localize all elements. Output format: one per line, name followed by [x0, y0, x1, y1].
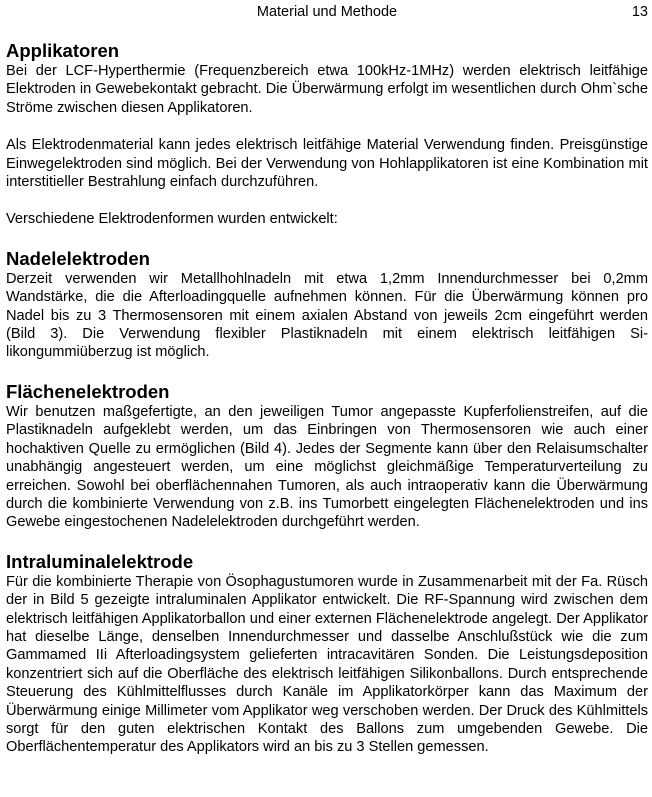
paragraph-nadelelektroden: Derzeit verwenden wir Metallhohlnadeln mit etwa 1,2mm Innendurchmesser bei 0,2mm Wandstärke, die die Afterloadingquelle aufnehmen können. Für die Überwärmung können pro Nadel bis zu 3 Thermosensoren mit einem axialen Abstand von jeweils 2cm eingeführt werden (Bild 3). Die Verwendung flexibler Plastiknadeln mit einem elektrisch leitfähigen Silikongummiüberzug ist möglich.: [6, 270, 648, 361]
section-heading-flaechenelektroden: Flächenelektroden: [6, 380, 170, 402]
page-number: 13: [631, 4, 648, 20]
paragraph-flaechenelektroden: Wir benutzen maßgefertigte, an den jeweiligen Tumor angepasste Kupferfolienstreifen, auf die Plastiknadeln aufgeklebt werden, um das Einbringen von Thermosensoren wie auch einer hochaktiven Quelle zu ermöglichen (Bild 4). Jedes der Segmente kann über den Relaisumschalter unabhängig angesteuert werden, um eine möglichst gleichmäßige Temperaturverteilung zu erreichen. Sowohl bei oberflächennahen Tumoren, als auch intraoperativ kann die Überwärmung durch die kombinierte Verwendung von z.B. ins Tumorbett eingelegten Flächenelektroden und ins Gewebe eingestochenen Nadelelektroden durchgeführt werden.: [6, 403, 648, 531]
section-heading-nadelelektroden: Nadelelektroden: [6, 247, 150, 269]
document-page: [6, 0, 648, 757]
section-nadelelektroden: [6, 248, 648, 362]
section-heading-applikatoren: Applikatoren: [6, 40, 120, 61]
paragraph-applikatoren-1: Bei der LCF-Hyperthermie (Frequenzbereich etwa 100kHz-1MHz) werden elektrisch leitfähige Elektroden in Gewebekontakt gebracht. Die Überwärmung erfolgt im wesentlichen durch Ohm`sche Ströme zwischen diesen Applikatoren.: [6, 63, 648, 116]
section-heading-intraluminalelektrode: Intraluminalelektrode: [6, 550, 194, 572]
running-header: [6, 0, 648, 24]
section-applikatoren: [6, 40, 648, 229]
paragraph-applikatoren-2: Als Elektrodenmaterial kann jedes elektrisch leitfähige Material Verwendung finden. Preisgünstige Einwegelektroden sind möglich. Bei der Verwendung von Hohlapplikatoren ist eine Kombination mit interstitieller Bestrahlung einfach durchzuführen.: [6, 137, 648, 191]
section-flaechenelektroden: [6, 381, 648, 532]
running-header-title: Material und Methode: [256, 4, 398, 20]
paragraph-applikatoren-3: Verschiedene Elektrodenformen wurden entwickelt:: [6, 211, 338, 228]
paragraph-intraluminalelektrode: Für die kombinierte Therapie von Ösophagustumoren wurde in Zusammenarbeit mit der Fa. Rüsch der in Bild 5 gezeigte intraluminalen Applikator entwickelt. Die RF-Spannung wird zwischen dem elektrisch leitfähigen Applikatorballon und einer externen Flächenelektrode angelegt. Der Applikator hat dieselbe Länge, denselben Innendurchmesser und dasselbe Anschlußstück wie die zum Gammamed IIi Afterloadingsystem gelieferten intracavitären Sonden. Die Leistungsdeposition konzentriert sich auf die Oberfläche des elektrisch leitfähigen Silikonballons. Durch entsprechende Steuerung des Kühlmittelflusses durch Kanäle im Applikatorkörper kann das Maximum der Überwärmung einige Millimeter vom Applikator weg verschoben werden. Der Druck des Kühlmittels sorgt für den guten elektrischen Kontakt des Ballons zum umgebenden Gewebe. Die Oberflächentemperatur des Applikators wird an bis zu 3 Stellen gemessen.: [6, 573, 648, 756]
section-intraluminalelektrode: [6, 551, 648, 757]
